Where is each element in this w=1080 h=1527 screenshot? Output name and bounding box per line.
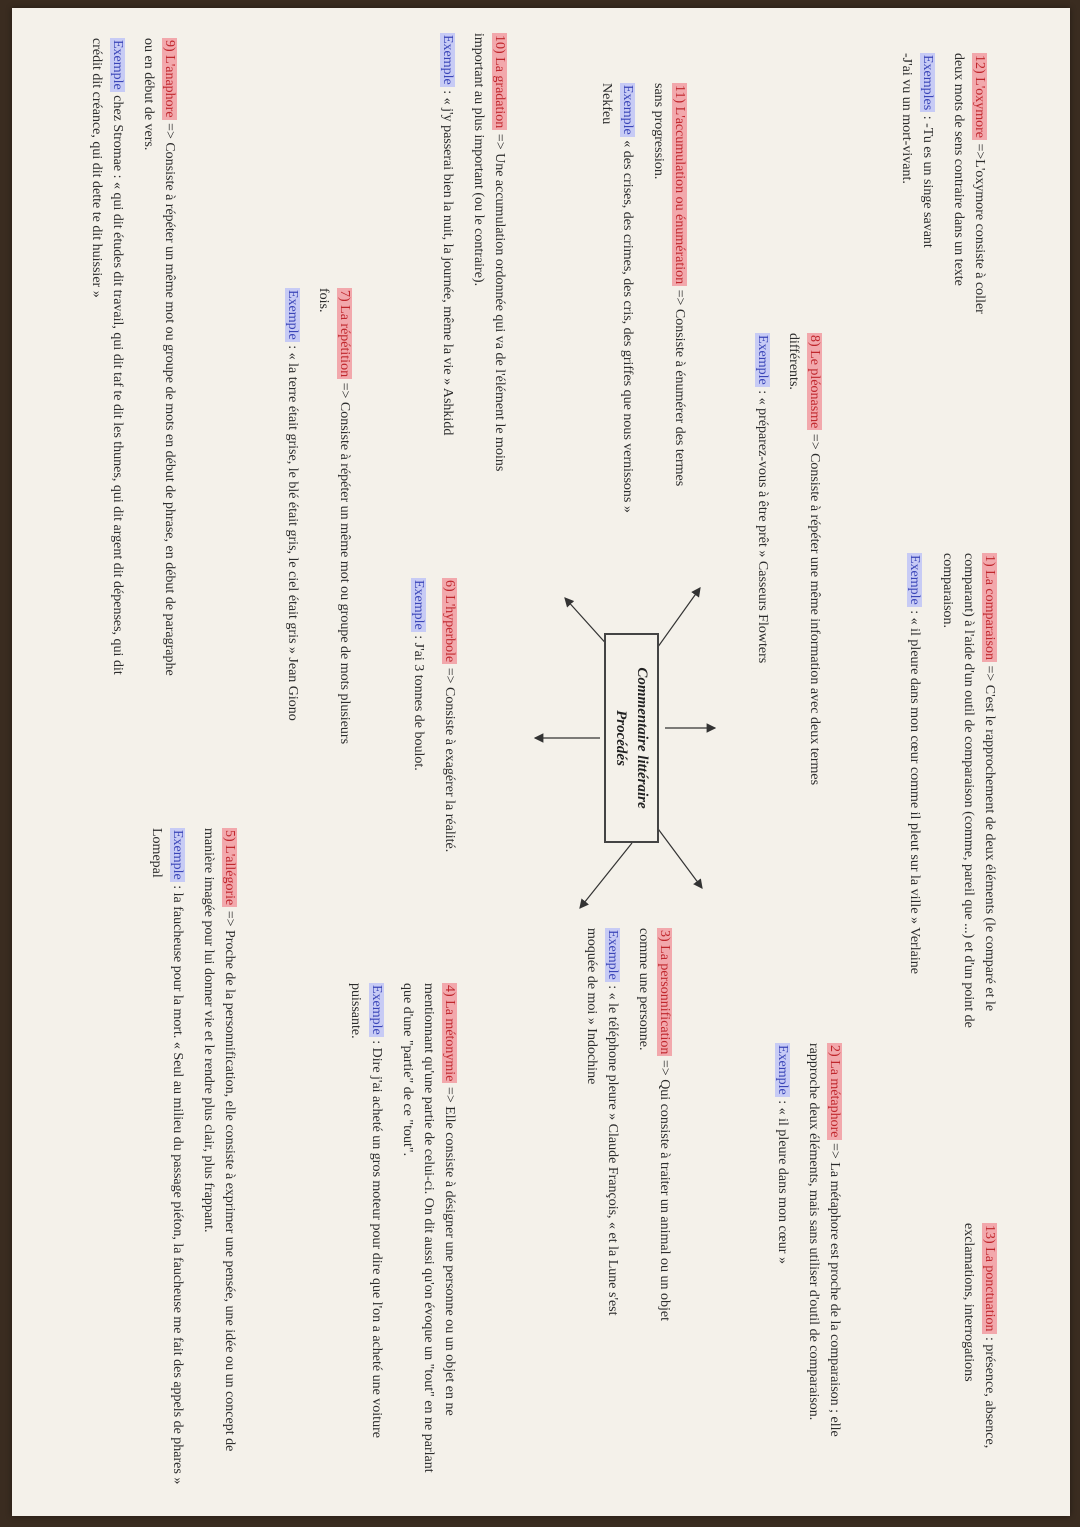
section-definition: => Qui consiste à traiter un animal ou un objet comme une personne.	[636, 928, 672, 1322]
section-title: 13) La ponctuation	[982, 1225, 997, 1332]
document-page	[12, 8, 1070, 1516]
section-allegorie	[146, 828, 240, 1498]
example-label: Exemple	[775, 1045, 790, 1095]
section-definition: => Une accumulation ordonnée qui va de l'élément le moins important au plus important (ou le contraire).	[471, 33, 507, 472]
section-definition: : présence, absence, exclamations, interrogations	[961, 1223, 997, 1449]
example-text: : la faucheuse pour la mort. « Seul au milieu du passage piéton, la faucheuse me fait des appels de phares » Lomepal	[149, 828, 185, 1485]
example-label: Exemple	[605, 930, 620, 980]
example-text: : « j'y passerai bien la nuit, la journée, même la vie » Ashkidd	[440, 86, 455, 436]
section-title: 7) La répétition	[337, 290, 352, 378]
section-definition: => Consiste à répéter un même mot ou groupe de mots plusieurs fois.	[316, 288, 352, 745]
section-definition: => C'est le rapprochement de deux éléments (le comparé et le comparant) à l'aide d'un outil de comparaison (comme, pareil que ...) et d'un point de comparaison.	[940, 553, 997, 1028]
section-title: 9) L'anaphore	[162, 40, 177, 118]
section-definition: => Proche de la personnification, elle consiste à exprimer une pensée, une idée ou un concept de manière imagée pour lui donner vie et le rendre plus clair, plus frappant.	[201, 828, 237, 1452]
section-ponctuation	[958, 1223, 1000, 1463]
section-definition: => Consiste à exagérer la réalité.	[442, 664, 457, 853]
section-accumulation	[596, 83, 690, 513]
central-subtitle: Procédés	[613, 710, 629, 766]
section-title: 8) Le pléonasme	[807, 335, 822, 429]
example-text: chez Stromae : « qui dit études dit travail, qui dit taf te dit les thunes, qui dit argent dit dépenses, qui dit crédit dit créance, qui dit dette te dit huissier »	[89, 38, 125, 675]
example-text: : -Tu es un singe savant	[920, 112, 935, 248]
example-text-2: -J'ai vu un mort-vivant.	[899, 53, 914, 184]
example-label: Exemple	[620, 85, 635, 135]
example-text: « des crises, des crimes, des cris, des griffes que nous vernissons » Nekfeu	[599, 83, 635, 513]
example-label: Exemples	[920, 55, 935, 111]
example-label: Exemple	[170, 830, 185, 880]
section-title: 5) L'allégorie	[222, 830, 237, 906]
section-metonymie	[345, 983, 460, 1483]
example-label: Exemple	[440, 35, 455, 85]
section-title: 2) La métaphore	[827, 1045, 842, 1138]
example-label: Exemple	[411, 580, 426, 630]
example-text: : J'ai 3 tonnes de boulot.	[411, 631, 426, 771]
section-personnification	[581, 928, 675, 1348]
central-title-box	[604, 633, 659, 843]
section-metaphore	[772, 1043, 845, 1443]
section-title: 6) L'hyperbole	[442, 580, 457, 663]
section-anaphore	[86, 38, 180, 678]
central-title: Commentaire littéraire	[634, 667, 650, 809]
section-definition: => Consiste à répéter un même mot ou groupe de mots en début de phrase, en début de paragraphe ou en début de vers.	[141, 38, 177, 676]
arrow-personnification	[580, 843, 632, 908]
example-text: : « il pleure dans mon cœur »	[775, 1096, 790, 1264]
example-text: : « il pleure dans mon cœur comme il pleut sur la ville » Verlaine	[907, 606, 922, 974]
section-title: 11) L'accumulation ou énumération	[672, 85, 687, 285]
example-label: Exemple	[285, 290, 300, 340]
section-title: 12) L'oxymore	[972, 55, 987, 139]
section-definition: => La métaphore est proche de la comparaison ; elle rapproche deux éléments, mais sans utiliser d'outil de comparaison.	[806, 1043, 842, 1437]
example-label: Exemple	[755, 335, 770, 385]
section-title: 10) La gradation	[492, 35, 507, 129]
section-comparaison	[904, 553, 1000, 1053]
section-title: 3) La personnification	[657, 930, 672, 1055]
section-gradation	[437, 33, 510, 473]
section-definition: => Elle consiste à désigner une personne ou un objet en ne mentionnant qu'une partie de celui-ci. On dit aussi qu'on évoque un "tout" en ne parlant que d'une "partie" de ce "tout".	[400, 983, 457, 1473]
example-label: Exemple	[369, 985, 384, 1035]
section-title: 1) La comparaison	[982, 555, 997, 660]
example-text: : « la terre était grise, le blé était gris, le ciel était gris » Jean Giono	[285, 341, 300, 721]
section-oxymore	[896, 53, 990, 318]
example-label: Exemple	[110, 40, 125, 90]
section-definition: => Consiste à énumérer des termes sans progression.	[651, 83, 687, 487]
section-title: 4) La métonymie	[442, 985, 457, 1082]
example-text: : « préparez-vous à être prêt » Casseurs Flowters	[755, 386, 770, 664]
section-hyperbole	[408, 578, 460, 938]
rotated-content	[12, 8, 1070, 1516]
example-label: Exemple	[907, 555, 922, 605]
section-definition: =>L'oxymore consiste à coller deux mots de sens contraire dans un texte	[951, 53, 987, 314]
section-pleonasme	[752, 333, 825, 823]
section-repetition	[282, 288, 355, 768]
section-definition: => Consiste à répéter une même information avec deux termes différents.	[786, 333, 822, 786]
example-text: : « le téléphone pleure » Claude François, « et la Lune s'est moquée de moi » Indochine	[584, 928, 620, 1316]
example-text: : Dire j'ai acheté un gros moteur pour dire que l'on a acheté une voiture puissante.	[348, 983, 384, 1438]
